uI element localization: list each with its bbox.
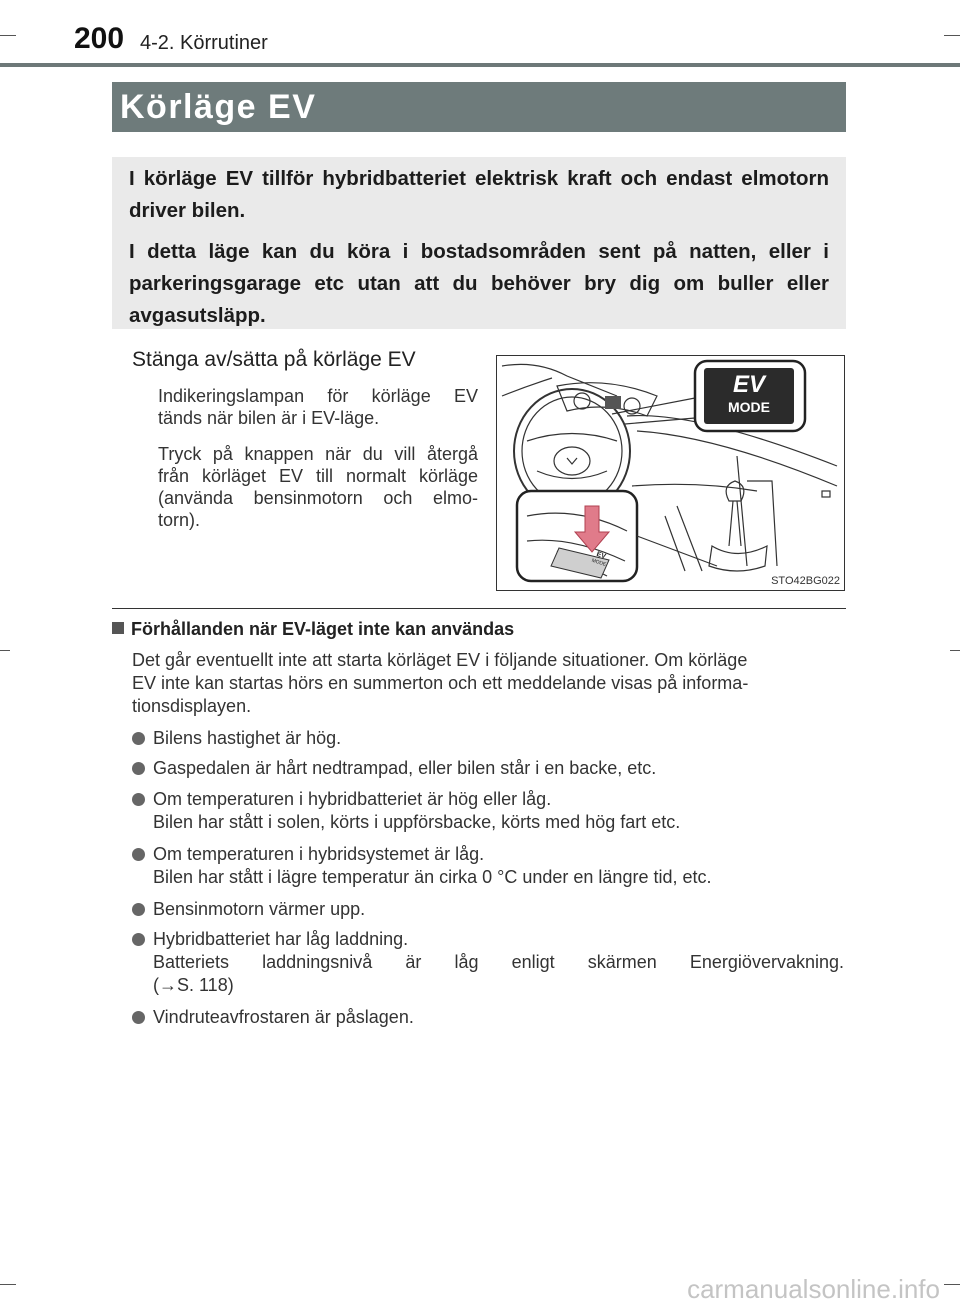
text-line: (använda bensinmotorn och elmo- [158,488,478,508]
bullet-icon [132,762,145,775]
square-bullet-icon [112,622,124,634]
intro-paragraph: I körläge EV tillför hybridbatteriet elektrisk kraft och endast elmotorn driver bilen. [129,167,829,222]
small-mode-label: MODE [590,557,607,568]
text-line: tänds när bilen är i EV-läge. [158,408,380,428]
section-rule [112,608,846,609]
crop-mark [0,35,16,36]
text-line: EV inte kan startas hörs en summerton och ett meddelande visas på informa- [132,673,749,693]
header-rule [0,63,960,67]
toggle-paragraph-1 [158,385,478,429]
list-item [132,757,844,780]
crop-mark [950,650,960,651]
crop-mark [0,1284,16,1285]
conditions-heading [112,619,514,640]
page-title: Körläge EV [120,87,317,126]
bullet-subtext: Bilen har stått i lägre temperatur än cirka 0 °C under en längre tid, etc. [153,867,712,887]
toggle-paragraph-2 [158,443,478,531]
ev-mode-figure [496,355,845,591]
bullet-text: Bilens hastighet är hög. [153,728,342,748]
text-line: tionsdisplayen. [132,696,252,716]
page-number: 200 [74,22,125,55]
list-item [132,928,844,997]
list-item [132,843,844,889]
bullet-icon [132,793,145,806]
text-line: Indikeringslampan för körläge EV [158,386,478,406]
bullet-text: Vindruteavfrostaren är påslagen. [153,1007,414,1027]
conditions-heading-text: Förhållanden när EV-läget inte kan användas [131,619,515,639]
bullet-icon [132,848,145,861]
ev-label: EV [732,371,765,398]
watermark: carmanualsonline.info [687,1274,940,1304]
crop-mark [944,1284,960,1285]
bullet-subtext: Batteriets laddningsnivå är låg enligt skärmen Energiövervakning. [153,952,844,972]
bullet-icon [132,732,145,745]
figure-code: STO42BG022 [771,575,840,587]
list-item [132,727,844,750]
mode-label: MODE [728,399,770,415]
crop-mark [944,35,960,36]
bullet-text: Bensinmotorn värmer upp. [153,899,366,919]
bullet-subtext: Bilen har stått i solen, körts i uppförsbacke, körts med hög fart etc. [153,812,681,832]
list-item [132,788,844,834]
crop-mark [0,650,10,651]
section-header: 4-2. Körrutiner [140,32,268,54]
toggle-heading: Stänga av/sätta på körläge EV [132,348,416,371]
page-reference: (→S. 118) [153,975,234,995]
text-line: från körläget EV till normalt körläge [158,466,478,486]
conditions-intro [132,649,842,718]
small-ev-label: EV [595,550,607,561]
text-line: Tryck på knappen när du vill återgå [158,444,478,464]
list-item [132,1006,844,1029]
bullet-icon [132,903,145,916]
bullet-text: Om temperaturen i hybridbatteriet är hög eller låg. [153,789,552,809]
bullet-icon [132,1011,145,1024]
ev-mode-button [704,368,794,424]
text-line: Det går eventuellt inte att starta körläget EV i följande situationer. Om körläge [132,650,748,670]
text-line: torn). [158,510,201,530]
title-bar [112,82,846,132]
bullet-text: Om temperaturen i hybridsystemet är låg. [153,844,485,864]
intro-box [112,157,846,329]
list-item [132,898,844,921]
bullet-text: Hybridbatteriet har låg laddning. [153,929,409,949]
bullet-text: Gaspedalen är hårt nedtrampad, eller bilen står i en backe, etc. [153,758,657,778]
bullet-icon [132,933,145,946]
intro-paragraph: I detta läge kan du köra i bostadsområden sent på natten, eller i parkeringsgarage etc utan att du behöver bry dig om buller eller avgasutsläpp. [129,240,829,327]
